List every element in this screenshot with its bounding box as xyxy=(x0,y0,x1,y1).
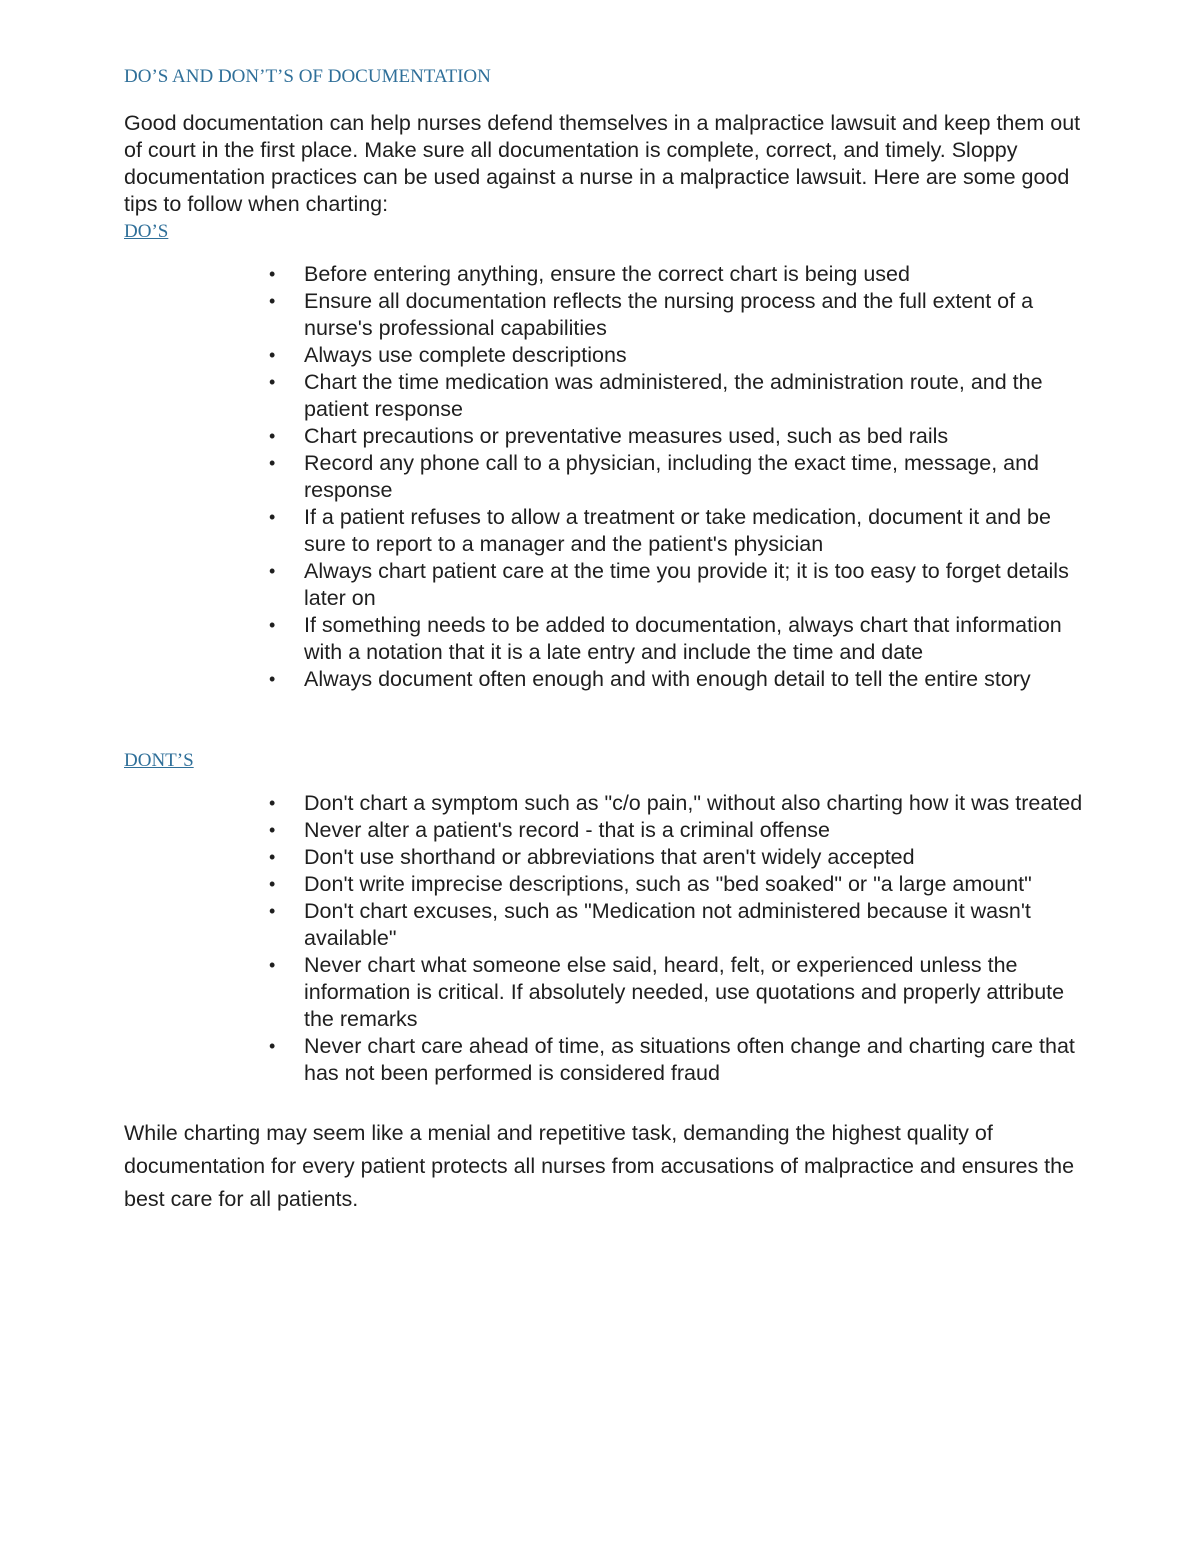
list-item-text: Never alter a patient's record - that is a criminal offense xyxy=(304,818,830,842)
list-item xyxy=(269,871,1094,898)
list-item-text: Don't write imprecise descriptions, such as "bed soaked" or "a large amount" xyxy=(304,872,1032,896)
list-item-text: Always document often enough and with enough detail to tell the entire story xyxy=(304,667,1031,691)
list-item-text: Always chart patient care at the time you provide it; it is too easy to forget details later on xyxy=(304,559,1069,610)
list-item-text: Don't chart a symptom such as "c/o pain," without also charting how it was treated xyxy=(304,791,1083,815)
list-item xyxy=(269,450,1094,504)
list-item xyxy=(269,612,1094,666)
list-item-text: Never chart what someone else said, heard, felt, or experienced unless the information is critical. If absolutely needed, use quotations and properly attribute the remarks xyxy=(304,953,1065,1031)
closing-paragraph: While charting may seem like a menial and repetitive task, demanding the highest quality of documentation for every patient protects all nurses from accusations of malpractice and ensures the best care for all patients. xyxy=(124,1121,1075,1211)
bullet-icon: • xyxy=(269,669,276,689)
intro-paragraph: Good documentation can help nurses defend themselves in a malpractice lawsuit and keep them out of court in the first place. Make sure all documentation is complete, correct, and timely. Sloppy documentation practices can be used against a nurse in a malpractice lawsuit. Here are some good tips to follow when charting: xyxy=(124,111,1081,216)
list-item xyxy=(269,558,1094,612)
bullet-icon: • xyxy=(269,561,276,581)
document-page xyxy=(124,60,1094,1216)
bullet-icon: • xyxy=(269,615,276,635)
list-item-text: Always use complete descriptions xyxy=(304,343,627,367)
bullet-icon: • xyxy=(269,955,276,975)
list-item xyxy=(269,504,1094,558)
bullet-icon: • xyxy=(269,847,276,867)
bullet-icon: • xyxy=(269,264,276,284)
bullet-icon: • xyxy=(269,1036,276,1056)
list-item xyxy=(269,666,1094,693)
list-item xyxy=(269,369,1094,423)
list-item-text: If something needs to be added to documentation, always chart that information with a notation that it is a late entry and include the time and date xyxy=(304,613,1062,664)
bullet-icon: • xyxy=(269,507,276,527)
list-item-text: Ensure all documentation reflects the nursing process and the full extent of a nurse's professional capabilities xyxy=(304,289,1034,340)
list-item xyxy=(269,1033,1094,1087)
list-item xyxy=(269,952,1094,1033)
list-item xyxy=(269,288,1094,342)
list-item xyxy=(269,342,1094,369)
list-item xyxy=(269,261,1094,288)
list-item xyxy=(269,790,1094,817)
list-item xyxy=(269,898,1094,952)
list-item-text: Don't chart excuses, such as "Medication not administered because it wasn't available" xyxy=(304,899,1031,950)
bullet-icon: • xyxy=(269,820,276,840)
bullet-icon: • xyxy=(269,426,276,446)
list-item-text: Before entering anything, ensure the correct chart is being used xyxy=(304,262,910,286)
bullet-icon: • xyxy=(269,345,276,365)
bullet-icon: • xyxy=(269,793,276,813)
document-title: DO’S AND DON’T’S OF DOCUMENTATION xyxy=(124,66,491,87)
dos-list xyxy=(124,261,1094,693)
list-item-text: Chart precautions or preventative measures used, such as bed rails xyxy=(304,424,949,448)
list-item xyxy=(269,844,1094,871)
bullet-icon: • xyxy=(269,453,276,473)
bullet-icon: • xyxy=(269,874,276,894)
list-item xyxy=(269,423,1094,450)
donts-list xyxy=(124,790,1094,1087)
list-item xyxy=(269,817,1094,844)
list-item-text: Chart the time medication was administered, the administration route, and the patient response xyxy=(304,370,1043,421)
list-item-text: Don't use shorthand or abbreviations that aren't widely accepted xyxy=(304,845,915,869)
list-item-text: If a patient refuses to allow a treatment or take medication, document it and be sure to report to a manager and the patient's physician xyxy=(304,505,1051,556)
bullet-icon: • xyxy=(269,291,276,311)
list-item-text: Record any phone call to a physician, including the exact time, message, and response xyxy=(304,451,1040,502)
bullet-icon: • xyxy=(269,372,276,392)
list-item-text: Never chart care ahead of time, as situations often change and charting care that has not been performed is considered fraud xyxy=(304,1034,1075,1085)
dos-heading: DO’S xyxy=(124,221,169,242)
bullet-icon: • xyxy=(269,901,276,921)
donts-heading: DONT’S xyxy=(124,750,194,771)
